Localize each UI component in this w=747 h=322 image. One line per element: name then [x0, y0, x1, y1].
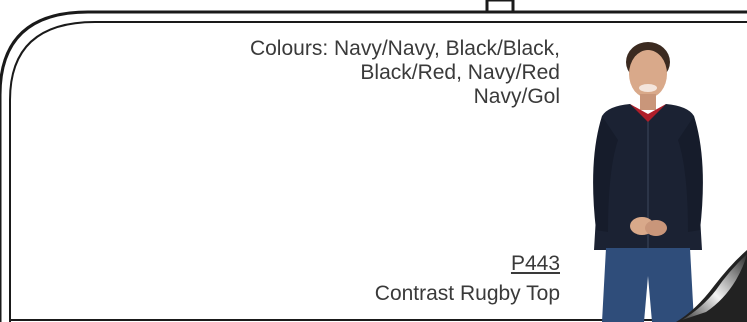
- page-curl-icon[interactable]: [676, 250, 747, 322]
- product-name: Contrast Rugby Top: [374, 282, 560, 305]
- product-code-link[interactable]: P443: [510, 252, 560, 275]
- colours-line: Black/Red, Navy/Red: [360, 61, 560, 84]
- colours-line: Navy/Gol: [473, 85, 560, 108]
- colours-line: Colours: Navy/Navy, Black/Black,: [249, 37, 560, 60]
- colours-list: [140, 37, 560, 109]
